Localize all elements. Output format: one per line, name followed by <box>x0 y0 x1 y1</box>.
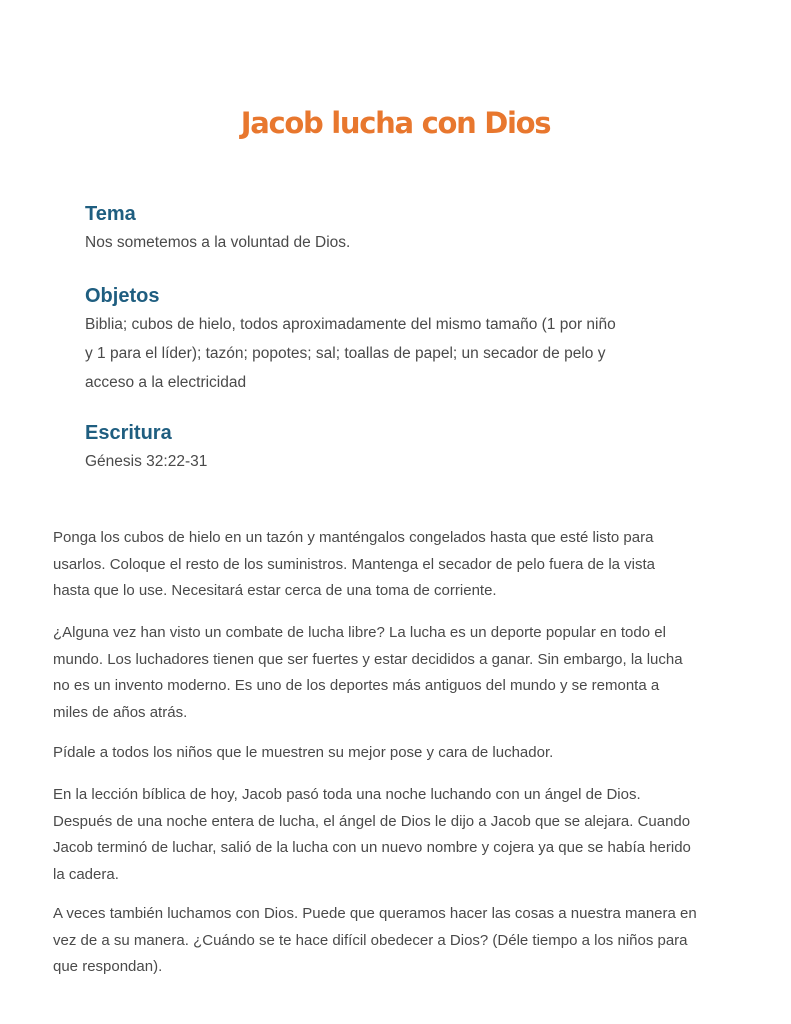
paragraph-line: Pídale a todos los niños que le muestren su mejor pose y cara de luchador. <box>53 744 554 761</box>
section-line: Nos sometemos a la voluntad de Dios. <box>85 234 351 251</box>
paragraph-line: mundo. Los luchadores tienen que ser fuertes y estar decididos a ganar. Sin embargo, la lucha <box>53 650 683 668</box>
section-objetos <box>85 282 745 397</box>
paragraph-line: ¿Alguna vez han visto un combate de lucha libre? La lucha es un deporte popular en todo el <box>53 624 666 641</box>
paragraph-line: no es un invento moderno. Es uno de los deportes más antiguos del mundo y se remonta a <box>53 677 660 694</box>
paragraph-line: que respondan). <box>53 958 163 975</box>
paragraph-line: usarlos. Coloque el resto de los suministros. Mantenga el secador de pelo fuera de la vista <box>53 555 655 573</box>
section-escritura <box>85 419 745 476</box>
paragraph-wrestling <box>53 620 753 726</box>
paragraph-line: hasta que lo use. Necesitará estar cerca de una toma de corriente. <box>53 582 497 599</box>
paragraph-line: Ponga los cubos de hielo en un tazón y manténgalos congelados hasta que esté listo para <box>53 529 654 546</box>
paragraph-line: miles de años atrás. <box>53 703 188 721</box>
section-heading: Objetos <box>85 285 160 307</box>
paragraph-line: la cadera. <box>53 865 119 883</box>
paragraph-reflection <box>53 901 753 981</box>
paragraph-prep <box>53 525 753 605</box>
paragraph-line: A veces también luchamos con Dios. Puede que queramos hacer las cosas a nuestra manera en <box>53 905 697 922</box>
section-heading: Escritura <box>85 422 172 444</box>
paragraph-line: vez de a su manera. ¿Cuándo se te hace difícil obedecer a Dios? (Déle tiempo a los niños para <box>53 931 688 949</box>
section-line: Biblia; cubos de hielo, todos aproximadamente del mismo tamaño (1 por niño <box>85 316 616 333</box>
paragraph-line: Jacob terminó de luchar, salió de la lucha con un nuevo nombre y cojera ya que se había herido <box>53 839 691 856</box>
paragraph-line: En la lección bíblica de hoy, Jacob pasó toda una noche luchando con un ángel de Dios. <box>53 786 641 803</box>
paragraph-line: Después de una noche entera de lucha, el ángel de Dios le dijo a Jacob que se alejara. Cuando <box>53 812 691 830</box>
section-tema <box>85 200 745 257</box>
section-line: acceso a la electricidad <box>85 374 247 391</box>
section-heading: Tema <box>85 203 136 225</box>
paragraph-lesson <box>53 782 753 888</box>
scripture-reference: Génesis 32:22-31 <box>85 453 208 470</box>
page-title: Jacob lucha con Dios <box>240 106 551 140</box>
paragraph-pose <box>53 740 753 767</box>
section-line: y 1 para el líder); tazón; popotes; sal; toallas de papel; un secador de pelo y <box>85 345 606 362</box>
